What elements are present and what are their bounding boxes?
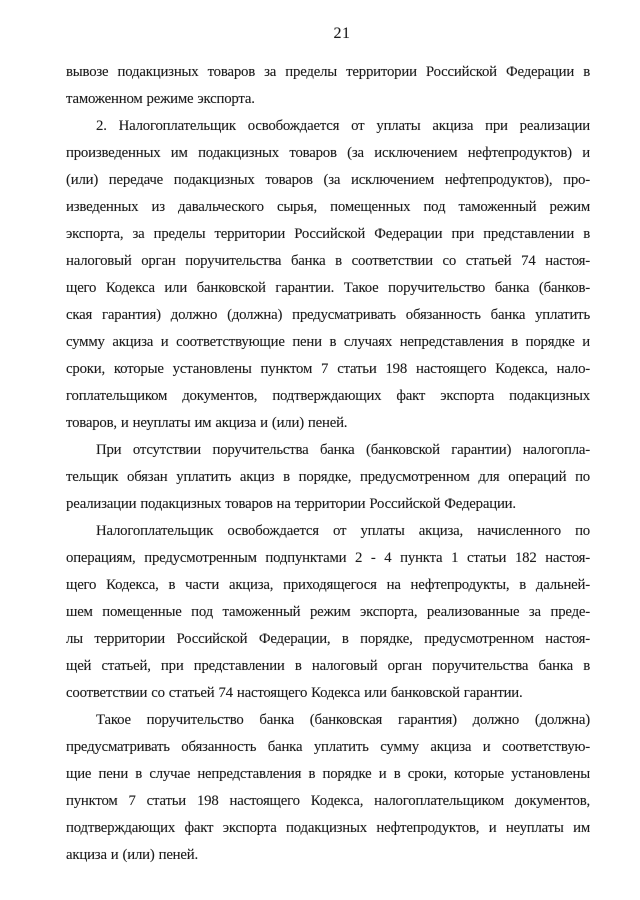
text-line: произведенных им подакцизных товаров (за исключением нефтепродуктов) и [66, 145, 590, 161]
text-line: акциза и (или) пеней. [66, 847, 198, 863]
text-line: Такое поручительство банка (банковская гарантия) должно (должна) [96, 712, 590, 728]
text-line: щего Кодекса, в части акциза, приходящегося на нефтепродукты, в дальней- [66, 577, 590, 593]
text-line: шем помещенные под таможенный режим экспорта, реализованные за преде- [66, 604, 590, 620]
text-line: пунктом 7 статьи 198 настоящего Кодекса, налогоплательщиком документов, [66, 793, 590, 809]
text-line: щие пени в случае непредставления в порядке и в сроки, которые установлены [66, 766, 590, 782]
text-line: 2. Налогоплательщик освобождается от уплаты акциза при реализации [96, 118, 590, 134]
text-line: предусматривать обязанность банка уплатить сумму акциза и соответствую- [66, 739, 590, 755]
text-line: подтверждающих факт экспорта подакцизных нефтепродуктов, и неуплаты им [66, 820, 590, 836]
text-line: сроки, которые установлены пунктом 7 статьи 198 настоящего Кодекса, нало- [66, 361, 590, 377]
page-body [66, 59, 590, 869]
text-line: налоговый орган поручительства банка в соответствии со статьей 74 настоя- [66, 253, 590, 269]
text-line: соответствии со статьей 74 настоящего Кодекса или банковской гарантии. [66, 685, 523, 701]
text-line: таможенном режиме экспорта. [66, 91, 255, 107]
text-line: щей статьей, при представлении в налоговый орган поручительства банка в [66, 658, 590, 674]
text-line: операциям, предусмотренным подпунктами 2 - 4 пункта 1 статьи 182 настоя- [66, 550, 590, 566]
text-line: вывозе подакцизных товаров за пределы территории Российской Федерации в [66, 64, 590, 80]
text-line: (или) передаче подакцизных товаров (за исключением нефтепродуктов), про- [66, 172, 590, 188]
page-number: 21 [333, 25, 351, 42]
text-line: лы территории Российской Федерации, в порядке, предусмотренном настоя- [66, 631, 590, 647]
text-line: экспорта, за пределы территории Российской Федерации при представлении в [66, 226, 590, 242]
text-line: изведенных из давальческого сырья, помещенных под таможенный режим [66, 199, 590, 215]
text-line: сумму акциза и соответствующие пени в случаях непредставления в порядке и [66, 334, 590, 350]
text-line: гоплательщиком документов, подтверждающих факт экспорта подакцизных [66, 388, 590, 404]
text-line: товаров, и неуплаты им акциза и (или) пеней. [66, 415, 348, 431]
text-line: Налогоплательщик освобождается от уплаты акциза, начисленного по [96, 523, 590, 539]
text-line: реализации подакцизных товаров на территории Российской Федерации. [66, 496, 516, 512]
text-line: тельщик обязан уплатить акциз в порядке, предусмотренном для операций по [66, 469, 590, 485]
text-line: ская гарантия) должно (должна) предусматривать обязанность банка уплатить [66, 307, 590, 323]
text-line: щего Кодекса или банковской гарантии. Такое поручительство банка (банков- [66, 280, 590, 296]
text-line: При отсутствии поручительства банка (банковской гарантии) налогопла- [96, 442, 590, 458]
